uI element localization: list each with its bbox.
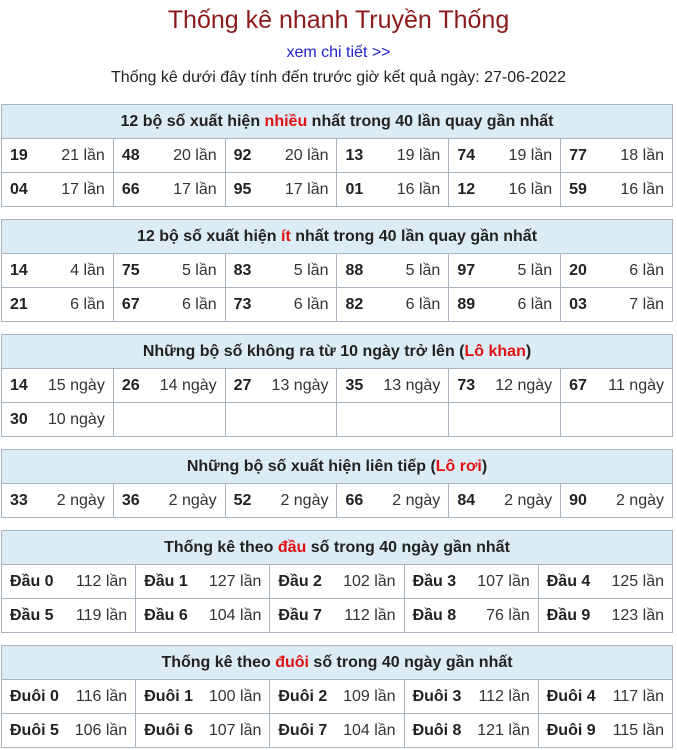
lo-roi-table bbox=[1, 449, 673, 518]
stat-count: 17 lần bbox=[284, 180, 329, 198]
stat-count: 6 lần bbox=[405, 295, 441, 313]
stat-cell bbox=[561, 369, 673, 403]
table-row bbox=[2, 254, 673, 288]
stat-cell bbox=[404, 680, 538, 714]
stat-number: 83 bbox=[233, 261, 252, 279]
stat-cell bbox=[113, 173, 225, 207]
table-row bbox=[2, 369, 673, 403]
stat-number: Đuôi 3 bbox=[412, 687, 462, 705]
stat-count: 14 ngày bbox=[159, 376, 217, 394]
stat-cell bbox=[337, 254, 449, 288]
stat-cell bbox=[449, 369, 561, 403]
stat-count: 10 ngày bbox=[47, 410, 105, 428]
stat-count: 5 lần bbox=[181, 261, 217, 279]
stat-count: 19 lần bbox=[396, 146, 441, 164]
stat-cell bbox=[225, 173, 337, 207]
stat-cell bbox=[337, 139, 449, 173]
stat-count: 16 lần bbox=[508, 180, 553, 198]
stat-cell bbox=[136, 565, 270, 599]
view-details-link[interactable]: xem chi tiết >> bbox=[286, 44, 391, 61]
stat-cell bbox=[337, 288, 449, 322]
page-title: Thống kê nhanh Truyền Thống bbox=[167, 6, 510, 34]
stat-number: 89 bbox=[457, 295, 476, 313]
stat-count: 2 ngày bbox=[504, 491, 553, 509]
stat-number: 74 bbox=[457, 146, 476, 164]
stat-number: Đầu 1 bbox=[144, 572, 188, 590]
stat-cell bbox=[2, 288, 114, 322]
stat-number: 59 bbox=[569, 180, 587, 198]
stat-cell bbox=[113, 484, 225, 518]
stat-count: 116 lần bbox=[75, 687, 128, 705]
stat-cell bbox=[538, 599, 672, 633]
stat-number: Đầu 8 bbox=[412, 606, 457, 624]
table-row bbox=[2, 680, 673, 714]
table-row bbox=[2, 403, 673, 437]
stat-number: 12 bbox=[457, 180, 476, 198]
stat-cell bbox=[270, 714, 404, 748]
stat-count: 17 lần bbox=[61, 180, 105, 198]
stat-count: 2 ngày bbox=[168, 491, 217, 509]
stat-number: 35 bbox=[345, 376, 364, 394]
stat-count: 119 lần bbox=[75, 606, 128, 624]
stat-number: 90 bbox=[569, 491, 587, 509]
table-row bbox=[2, 484, 673, 518]
head-digit-table bbox=[1, 530, 673, 633]
stat-count: 2 ngày bbox=[56, 491, 105, 509]
section-header: Những bộ số không ra từ 10 ngày trở lên (Lô khan) bbox=[2, 335, 673, 369]
stat-cell bbox=[2, 680, 136, 714]
stat-count: 112 lần bbox=[75, 572, 128, 590]
stat-cell bbox=[449, 173, 561, 207]
stat-cell bbox=[225, 288, 337, 322]
stat-count: 2 ngày bbox=[615, 491, 664, 509]
stat-number: Đuôi 0 bbox=[10, 687, 59, 705]
stat-count: 6 lần bbox=[70, 295, 105, 313]
stat-count: 5 lần bbox=[517, 261, 553, 279]
stat-number: 27 bbox=[233, 376, 252, 394]
stat-cell bbox=[2, 714, 136, 748]
stat-number: 14 bbox=[10, 261, 28, 279]
stat-cell bbox=[538, 565, 672, 599]
stat-cell bbox=[113, 369, 225, 403]
stat-number: 14 bbox=[10, 376, 28, 394]
stat-cell bbox=[538, 714, 672, 748]
table-row bbox=[2, 173, 673, 207]
stat-cell bbox=[561, 288, 673, 322]
stat-count: 121 lần bbox=[477, 721, 530, 739]
stat-cell bbox=[2, 173, 114, 207]
stat-count: 12 ngày bbox=[495, 376, 553, 394]
stat-count: 117 lần bbox=[612, 687, 664, 705]
stat-cell bbox=[561, 254, 673, 288]
stat-count: 5 lần bbox=[293, 261, 329, 279]
stat-cell bbox=[136, 714, 270, 748]
stat-cell bbox=[225, 403, 337, 437]
stat-cell bbox=[225, 254, 337, 288]
stat-number: 48 bbox=[121, 146, 140, 164]
stat-count: 115 lần bbox=[612, 721, 664, 739]
stat-cell bbox=[225, 139, 337, 173]
stat-count: 5 lần bbox=[405, 261, 441, 279]
stat-number: 73 bbox=[457, 376, 476, 394]
stat-number: 26 bbox=[121, 376, 140, 394]
stat-cell bbox=[270, 680, 404, 714]
stat-count: 17 lần bbox=[173, 180, 217, 198]
lo-khan-table bbox=[1, 334, 673, 437]
stat-number: Đuôi 2 bbox=[278, 687, 328, 705]
stat-number: Đầu 0 bbox=[10, 572, 54, 590]
least-frequent-table bbox=[1, 219, 673, 322]
stat-count: 104 lần bbox=[343, 721, 396, 739]
stat-count: 7 lần bbox=[629, 295, 664, 313]
stat-number: 04 bbox=[10, 180, 28, 198]
stat-cell bbox=[337, 484, 449, 518]
stat-cell bbox=[113, 139, 225, 173]
stat-number: 33 bbox=[10, 491, 28, 509]
stat-cell bbox=[404, 599, 538, 633]
stat-number: 52 bbox=[233, 491, 252, 509]
stat-count: 18 lần bbox=[620, 146, 664, 164]
stat-number: Đuôi 8 bbox=[412, 721, 462, 739]
stat-number: Đầu 3 bbox=[412, 572, 457, 590]
stat-count: 109 lần bbox=[343, 687, 396, 705]
stat-number: 21 bbox=[10, 295, 28, 313]
stat-number: Đầu 4 bbox=[546, 572, 591, 590]
stat-count: 20 lần bbox=[173, 146, 217, 164]
stat-count: 4 lần bbox=[70, 261, 105, 279]
stat-number: Đuôi 5 bbox=[10, 721, 59, 739]
stat-number: Đuôi 4 bbox=[546, 687, 596, 705]
stat-count: 13 ngày bbox=[271, 376, 329, 394]
stat-cell bbox=[561, 173, 673, 207]
section-header: Thống kê theo đầu số trong 40 ngày gần nhất bbox=[2, 531, 673, 565]
most-frequent-table bbox=[1, 104, 673, 207]
stat-cell bbox=[337, 369, 449, 403]
stat-cell bbox=[225, 369, 337, 403]
stat-count: 127 lần bbox=[208, 572, 262, 590]
tail-digit-table bbox=[1, 645, 673, 748]
stat-number: 88 bbox=[345, 261, 364, 279]
stat-number: Đuôi 1 bbox=[144, 687, 194, 705]
stat-count: 112 lần bbox=[344, 606, 396, 624]
stat-number: Đầu 7 bbox=[278, 606, 322, 624]
stat-cell bbox=[561, 484, 673, 518]
stat-cell bbox=[2, 254, 114, 288]
stat-number: 82 bbox=[345, 295, 364, 313]
stat-count: 13 ngày bbox=[383, 376, 441, 394]
stat-number: 66 bbox=[121, 180, 140, 198]
stat-count: 20 lần bbox=[284, 146, 329, 164]
stat-count: 100 lần bbox=[208, 687, 262, 705]
stat-count: 15 ngày bbox=[47, 376, 105, 394]
stat-cell bbox=[449, 254, 561, 288]
stat-cell bbox=[136, 599, 270, 633]
stat-cell bbox=[2, 484, 114, 518]
table-row bbox=[2, 565, 673, 599]
stat-cell bbox=[2, 403, 114, 437]
stat-number: Đầu 6 bbox=[144, 606, 188, 624]
stat-count: 16 lần bbox=[396, 180, 441, 198]
stat-cell bbox=[225, 484, 337, 518]
stat-count: 107 lần bbox=[208, 721, 262, 739]
stat-count: 106 lần bbox=[74, 721, 128, 739]
stat-count: 11 ngày bbox=[608, 376, 664, 394]
stat-cell bbox=[2, 599, 136, 633]
stat-number: 84 bbox=[457, 491, 476, 509]
stat-cell bbox=[449, 139, 561, 173]
table-row bbox=[2, 288, 673, 322]
stat-number: 95 bbox=[233, 180, 252, 198]
stat-count: 6 lần bbox=[293, 295, 329, 313]
stat-number: Đuôi 7 bbox=[278, 721, 328, 739]
stat-cell bbox=[538, 680, 672, 714]
stat-count: 2 ngày bbox=[392, 491, 441, 509]
stat-count: 21 lần bbox=[61, 146, 105, 164]
stat-number: 66 bbox=[345, 491, 364, 509]
stat-count: 107 lần bbox=[477, 572, 530, 590]
stat-count: 123 lần bbox=[611, 606, 664, 624]
stat-cell bbox=[113, 288, 225, 322]
stat-number: Đuôi 9 bbox=[546, 721, 596, 739]
stat-number: 67 bbox=[121, 295, 140, 313]
stat-cell bbox=[561, 139, 673, 173]
stat-number: 67 bbox=[569, 376, 587, 394]
stat-cell bbox=[404, 714, 538, 748]
stat-number: 03 bbox=[569, 295, 587, 313]
stat-cell bbox=[337, 173, 449, 207]
section-header: 12 bộ số xuất hiện ít nhất trong 40 lần quay gần nhất bbox=[2, 220, 673, 254]
stat-cell bbox=[449, 403, 561, 437]
stat-count: 112 lần bbox=[478, 687, 530, 705]
stat-cell bbox=[404, 565, 538, 599]
table-row bbox=[2, 714, 673, 748]
stat-number: 77 bbox=[569, 146, 587, 164]
stat-number: 13 bbox=[345, 146, 364, 164]
stat-cell bbox=[270, 599, 404, 633]
stat-cell bbox=[2, 369, 114, 403]
stat-cell bbox=[337, 403, 449, 437]
stat-count: 102 lần bbox=[343, 572, 396, 590]
stat-cell bbox=[113, 403, 225, 437]
section-header: Những bộ số xuất hiện liên tiếp (Lô rơi) bbox=[2, 450, 673, 484]
stat-cell bbox=[2, 139, 114, 173]
stat-count: 6 lần bbox=[629, 261, 664, 279]
stat-count: 19 lần bbox=[508, 146, 553, 164]
stats-description: Thống kê dưới đây tính đến trước giờ kết quả ngày: 27-06-2022 bbox=[111, 69, 566, 86]
stat-cell bbox=[449, 484, 561, 518]
table-row bbox=[2, 139, 673, 173]
stat-number: 36 bbox=[121, 491, 140, 509]
stat-number: Đuôi 6 bbox=[144, 721, 194, 739]
stat-number: 30 bbox=[10, 410, 28, 428]
stat-number: 75 bbox=[121, 261, 140, 279]
table-row bbox=[2, 599, 673, 633]
stat-number: 73 bbox=[233, 295, 252, 313]
stat-cell bbox=[449, 288, 561, 322]
stat-cell bbox=[113, 254, 225, 288]
stat-number: 20 bbox=[569, 261, 587, 279]
stat-number: 19 bbox=[10, 146, 28, 164]
stat-number: 97 bbox=[457, 261, 476, 279]
stat-count: 6 lần bbox=[181, 295, 217, 313]
stat-count: 76 lần bbox=[486, 606, 530, 624]
stat-number: Đầu 5 bbox=[10, 606, 54, 624]
stat-count: 125 lần bbox=[611, 572, 664, 590]
section-header: 12 bộ số xuất hiện nhiều nhất trong 40 lần quay gần nhất bbox=[2, 105, 673, 139]
stat-number: Đầu 9 bbox=[546, 606, 591, 624]
stat-cell bbox=[561, 403, 673, 437]
stat-number: 92 bbox=[233, 146, 252, 164]
stat-number: Đầu 2 bbox=[278, 572, 322, 590]
stat-count: 16 lần bbox=[620, 180, 664, 198]
stat-count: 2 ngày bbox=[280, 491, 329, 509]
stat-cell bbox=[2, 565, 136, 599]
stat-cell bbox=[136, 680, 270, 714]
stat-count: 6 lần bbox=[517, 295, 553, 313]
stat-cell bbox=[270, 565, 404, 599]
stat-number: 01 bbox=[345, 180, 364, 198]
section-header: Thống kê theo đuôi số trong 40 ngày gần nhất bbox=[2, 646, 673, 680]
stat-count: 104 lần bbox=[208, 606, 262, 624]
